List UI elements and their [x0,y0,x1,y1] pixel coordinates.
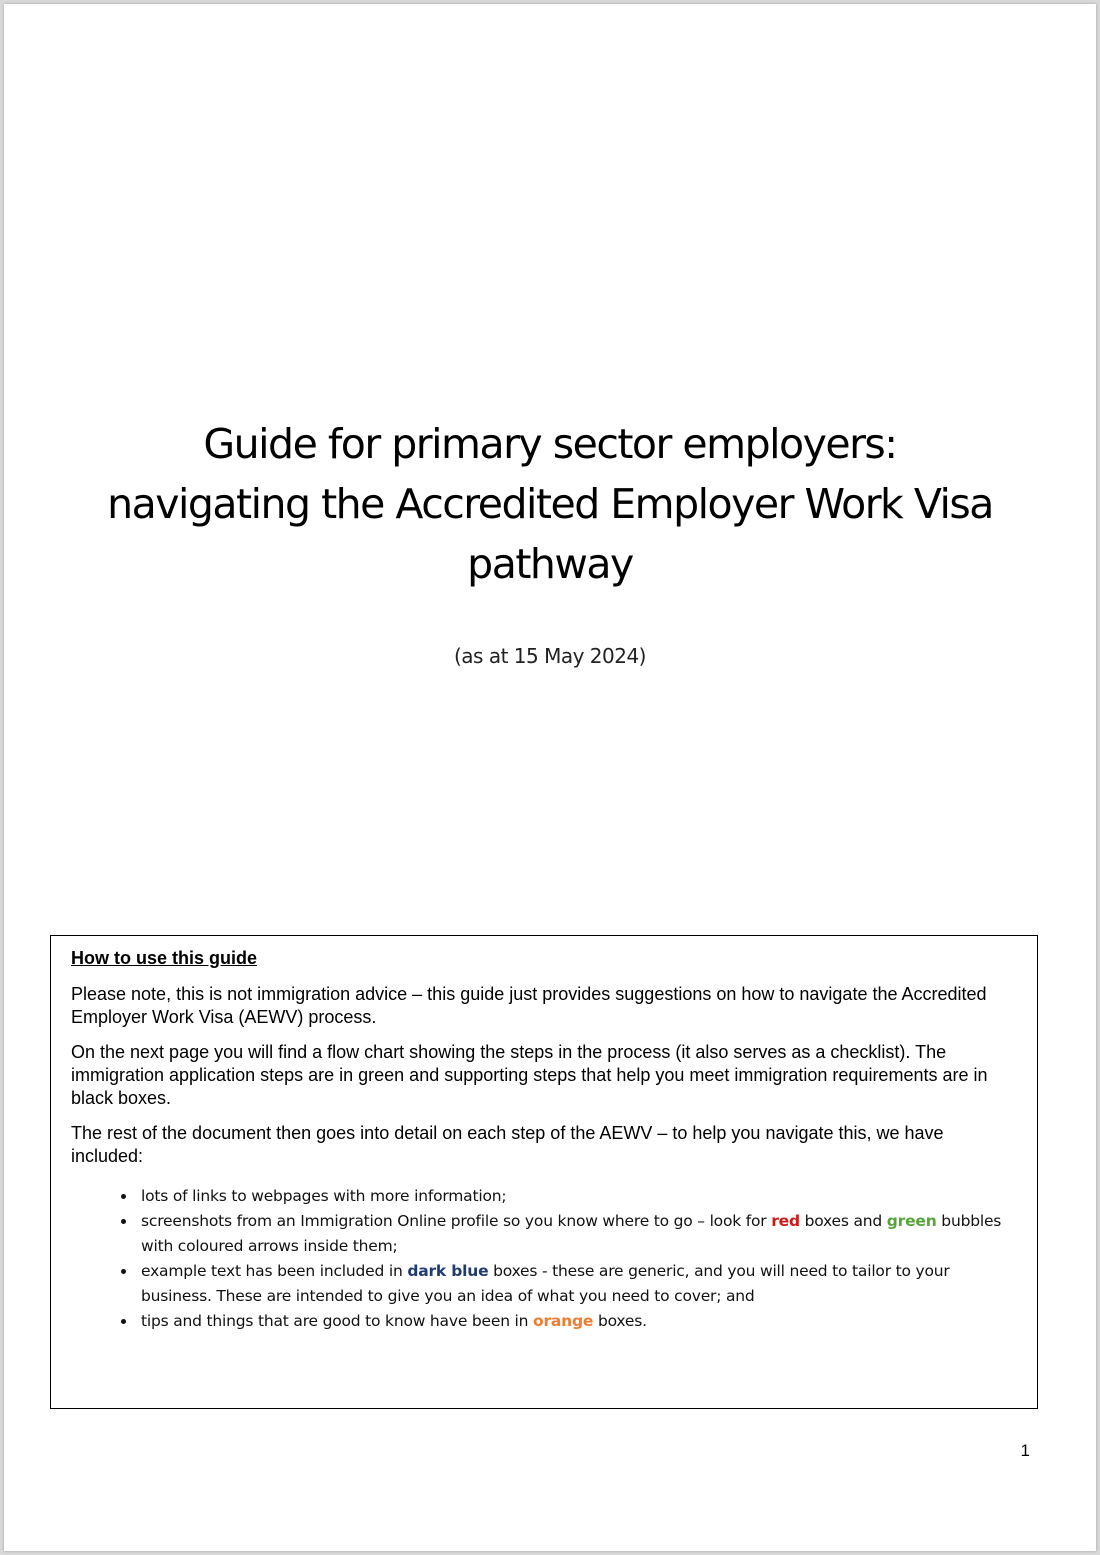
list-item [137,1184,1015,1209]
how-to-use-guide-box [50,935,1038,1409]
bullet-text: example text has been included in [141,1262,408,1280]
orange-highlight-text: orange [533,1312,594,1330]
bullet-text: lots of links to webpages with more information; [141,1187,507,1205]
bullet-text: bubbles with coloured arrows inside them; [141,1212,1002,1255]
title-line-2: navigating the Accredited Employer Work Visa [107,480,993,528]
guide-paragraph-1: Please note, this is not immigration advice – this guide just provides suggestions on how to navigate the Accredited Employer Work Visa (AEWV) process. [71,984,987,1027]
list-item [137,1209,1015,1259]
document-title [4,414,1096,594]
bullet-text: screenshots from an Immigration Online profile so you know where to go – look for [141,1212,772,1230]
guide-paragraph-2: On the next page you will find a flow chart showing the steps in the process (it also serves as a checklist). The immigration application steps are in green and supporting steps that help you meet immigration requirements are in black boxes. [71,1042,988,1108]
bullet-text: boxes and [799,1212,887,1230]
document-date: (as at 15 May 2024) [453,644,646,668]
title-line-3: pathway [467,540,633,588]
title-line-1: Guide for primary sector employers: [203,420,897,468]
guide-box-heading: How to use this guide [71,948,258,968]
bullet-text: boxes - these are generic, and you will need to tailor to your business. These are intended to give you an idea of what you need to cover; and [141,1262,950,1305]
list-item [137,1259,1015,1309]
list-item [137,1309,1015,1334]
red-highlight-text: red [771,1212,800,1230]
page-number: 1 [1020,1441,1030,1460]
guide-bullet-list [71,1184,1015,1334]
bullet-text: boxes. [593,1312,647,1330]
green-highlight-text: green [886,1212,937,1230]
guide-paragraph-3: The rest of the document then goes into detail on each step of the AEWV – to help you navigate this, we have included: [71,1123,944,1166]
document-page [4,4,1096,1551]
bullet-text: tips and things that are good to know have been in [141,1312,534,1330]
dark-blue-highlight-text: dark blue [407,1262,489,1280]
